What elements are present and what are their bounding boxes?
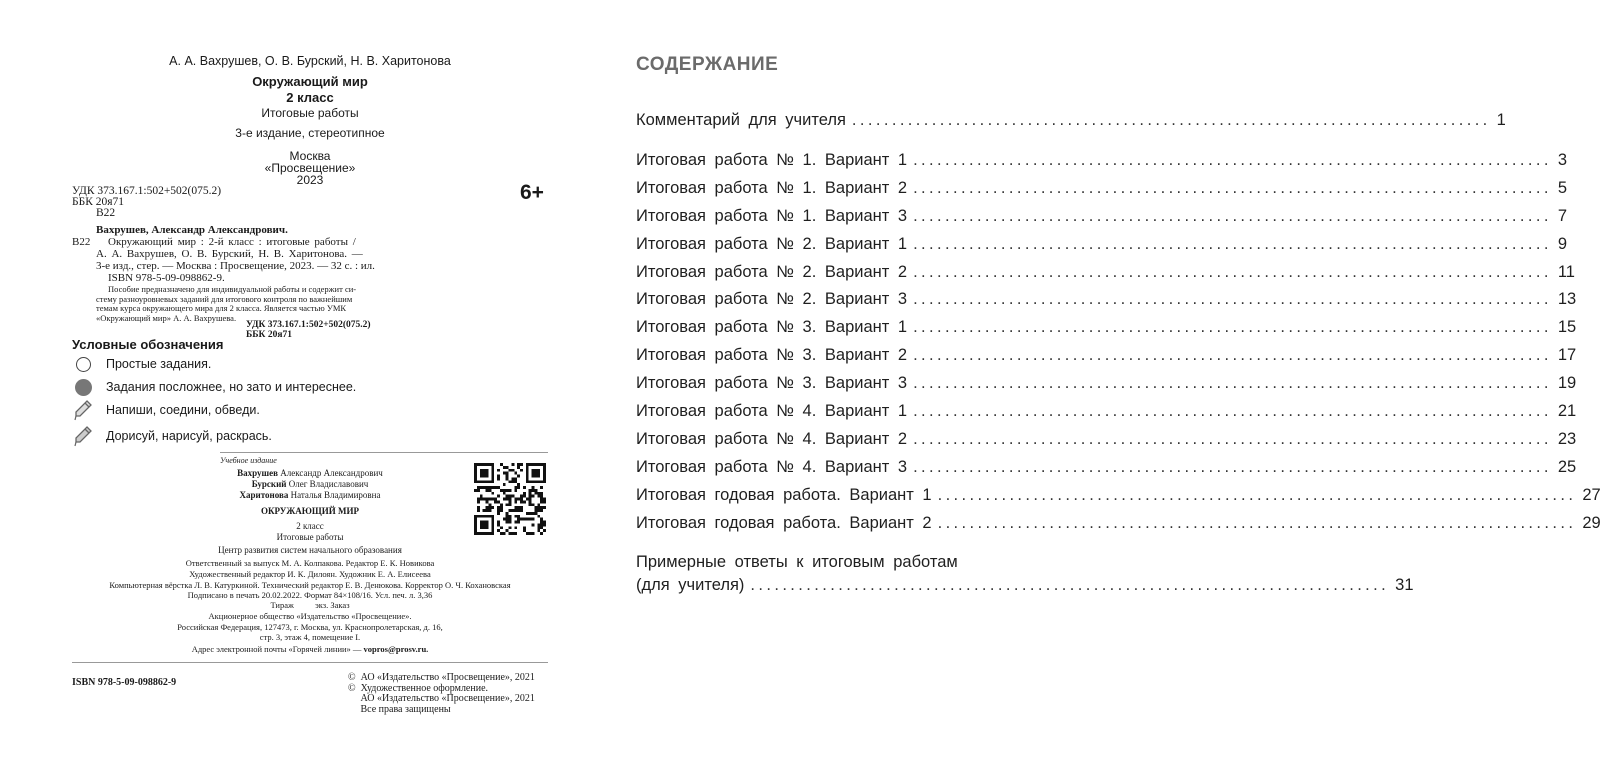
- toc-leader: ................................................................................: [913, 179, 1552, 197]
- person-name: Наталья Владимировна: [290, 490, 381, 500]
- imprint-person: [150, 479, 470, 490]
- org-line: Акционерное общество «Издательство «Просвещение».: [208, 611, 412, 621]
- toc-item-label: Итоговая работа № 2. Вариант 3: [636, 290, 908, 308]
- toc-item[interactable]: [636, 402, 1577, 421]
- city: Москва: [289, 149, 331, 163]
- catalog-bbk: ББК 20я71: [246, 330, 292, 340]
- legend-item: [72, 376, 356, 398]
- toc-item-page: 5: [1557, 179, 1568, 197]
- toc-item[interactable]: [636, 235, 1568, 254]
- toc-item-page: 27: [1582, 486, 1601, 504]
- toc-item-label: Комментарий для учителя: [636, 111, 846, 129]
- toc-item-label: Итоговая работа № 4. Вариант 3: [636, 458, 908, 476]
- toc-leader: ................................................................................: [913, 458, 1552, 476]
- age-rating: 6+: [520, 181, 544, 204]
- toc-leader: ................................................................................: [851, 111, 1491, 129]
- toc-item-page: 19: [1557, 374, 1577, 392]
- toc-leader: ................................................................................: [913, 290, 1552, 308]
- legend-item: [72, 425, 272, 447]
- toc-item-label: Итоговая работа № 1. Вариант 3: [636, 207, 908, 225]
- toc-item-label: Итоговая работа № 4. Вариант 1: [636, 402, 908, 420]
- toc-item-label: Итоговая работа № 2. Вариант 1: [636, 235, 908, 253]
- toc-item[interactable]: [636, 346, 1577, 365]
- toc-item-label: Итоговая работа № 3. Вариант 3: [636, 374, 908, 392]
- toc-leader: ................................................................................: [937, 514, 1577, 532]
- catalog-udk: УДК 373.167.1:502+502(075.2): [246, 320, 371, 330]
- pencil-icon: [72, 425, 94, 447]
- staff-line: Художественный редактор И. К. Дилоян. Художник Е. А. Елисеева: [189, 568, 431, 579]
- email-link[interactable]: vopros@prosv.ru.: [363, 644, 429, 654]
- book-code: В22: [96, 207, 116, 219]
- toc-item-page: 1: [1496, 111, 1506, 129]
- toc-item-label: Итоговая работа № 1. Вариант 2: [636, 179, 908, 197]
- publisher: «Просвещение»: [264, 161, 356, 175]
- book-title: Окружающий мир: [252, 74, 368, 89]
- toc-leader: ................................................................................: [913, 263, 1552, 281]
- annotation-line: темам курса окружающего мира для 2 класса. Является частью УМК: [96, 303, 347, 313]
- toc-leader: ................................................................................: [913, 374, 1552, 392]
- person-surname: Бурский: [251, 479, 287, 489]
- isbn-bottom: ISBN 978-5-09-098862-9: [72, 677, 177, 688]
- toc-leader: ................................................................................: [913, 235, 1552, 253]
- staff-line: Компьютерная вёрстка Л. В. Катуркиной. Технический редактор Е. В. Денюкова. Корректор О. Ч. Кохановская: [109, 579, 511, 590]
- udk: УДК 373.167.1:502+502(075.2): [72, 185, 222, 197]
- org-line: Российская Федерация, 127473, г. Москва, ул. Краснопролетарская, д. 16,: [177, 621, 443, 632]
- imprint-label: Учебное издание: [220, 456, 277, 465]
- copyright-line: АО «Издательство «Просвещение», 2021: [348, 693, 535, 704]
- toc-item-label: Итоговая годовая работа. Вариант 1: [636, 486, 932, 504]
- pencil-icon: [72, 399, 94, 421]
- imprint-staff: [100, 558, 520, 590]
- toc-leader: ................................................................................: [913, 207, 1552, 225]
- left-page: [0, 0, 600, 771]
- toc-item[interactable]: [636, 111, 1506, 130]
- imprint-center: Центр развития систем начального образования: [218, 545, 402, 555]
- toc-item-page: 29: [1582, 514, 1601, 532]
- annotation-line: «Окружающий мир» А. А. Вахрушева.: [96, 312, 237, 323]
- toc-leader: ................................................................................: [913, 430, 1552, 448]
- imprint-email: [130, 644, 490, 655]
- imprint-print-info: Подписано в печать 20.02.2022. Формат 84×108/16. Усл. печ. л. 3,36: [187, 590, 433, 600]
- annotation-line: Пособие предназначено для индивидуальной работы и содержит си-: [108, 284, 357, 294]
- imprint-subtitle: Итоговые работы: [276, 532, 344, 542]
- toc-item-page: 3: [1557, 151, 1568, 169]
- person-name: Олег Владиславович: [288, 479, 369, 489]
- toc-leader: ................................................................................: [750, 576, 1390, 594]
- authors: А. А. Вахрушев, О. В. Бурский, Н. В. Харитонова: [169, 54, 451, 68]
- catalog-code: В22: [72, 236, 91, 248]
- toc-item[interactable]: [636, 430, 1577, 449]
- email-label: Адрес электронной почты «Горячей линии» —: [191, 644, 362, 654]
- legend-text: Напиши, соедини, обведи.: [106, 403, 260, 417]
- legend-text: Простые задания.: [106, 357, 212, 371]
- toc-item-label: Итоговая работа № 4. Вариант 2: [636, 430, 908, 448]
- toc-leader: ................................................................................: [913, 346, 1552, 364]
- toc-item-page: 7: [1557, 207, 1568, 225]
- toc-item-page: 9: [1557, 235, 1568, 253]
- person-name: Александр Александрович: [280, 468, 383, 478]
- catalog-line2: А. А. Вахрушев, О. В. Бурский, Н. В. Харитонова. —: [96, 248, 363, 260]
- imprint-grade: 2 класс: [296, 521, 324, 531]
- legend-item: [72, 399, 260, 421]
- circle-filled-icon: [72, 376, 94, 398]
- toc-item-answers[interactable]: [636, 576, 1414, 595]
- toc-title: СОДЕРЖАНИЕ: [636, 54, 779, 75]
- bbk: ББК 20я71: [72, 196, 125, 208]
- toc-leader: ................................................................................: [913, 151, 1552, 169]
- divider: [220, 452, 548, 453]
- legend-title: Условные обозначения: [72, 337, 224, 352]
- toc-item-page: 31: [1395, 576, 1414, 594]
- imprint-tirazh: Тираж экз. Заказ: [270, 600, 350, 610]
- toc-item[interactable]: [636, 290, 1577, 309]
- toc-item-label: Итоговая работа № 3. Вариант 2: [636, 346, 908, 364]
- qr-code-icon[interactable]: [474, 463, 546, 535]
- catalog-annotation: [96, 285, 356, 323]
- toc-item[interactable]: [636, 318, 1577, 337]
- toc-item[interactable]: [636, 151, 1568, 170]
- divider: [72, 662, 548, 663]
- toc-item-page: 25: [1557, 458, 1577, 476]
- legend-item: [72, 353, 211, 375]
- imprint-person: [150, 468, 470, 479]
- toc-leader: ................................................................................: [913, 318, 1552, 336]
- toc-item-page: 23: [1557, 430, 1577, 448]
- toc-item-label: Итоговая годовая работа. Вариант 2: [636, 514, 932, 532]
- toc-item-label: (для учителя): [636, 576, 745, 594]
- copyright: [348, 673, 535, 715]
- annotation-line: стему разноуровневых заданий для итогового контроля по важнейшим: [96, 293, 353, 304]
- person-surname: Вахрушев: [237, 468, 278, 478]
- legend-text: Дорисуй, нарисуй, раскрась.: [106, 429, 272, 443]
- toc-item-page: 11: [1557, 263, 1575, 281]
- toc-item-page: 17: [1557, 346, 1577, 364]
- catalog-isbn: ISBN 978-5-09-098862-9.: [108, 272, 225, 284]
- imprint-person: [150, 490, 470, 501]
- copyright-line: © АО «Издательство «Просвещение», 2021: [348, 672, 535, 683]
- toc-leader: ................................................................................: [937, 486, 1577, 504]
- person-surname: Харитонова: [239, 490, 289, 500]
- imprint-org: [130, 611, 490, 643]
- circle-outline-icon: [72, 353, 94, 375]
- toc-item[interactable]: [636, 179, 1568, 198]
- grade: 2 класс: [286, 90, 334, 105]
- toc-item[interactable]: [636, 486, 1601, 505]
- org-line: стр. 3, этаж 4, помещение I.: [259, 632, 361, 642]
- toc-item-label: Итоговая работа № 1. Вариант 1: [636, 151, 908, 169]
- toc-item-page: 15: [1557, 318, 1577, 336]
- staff-line: Ответственный за выпуск М. А. Колпакова. Редактор Е. К. Новикова: [185, 558, 435, 568]
- toc-item[interactable]: [636, 514, 1601, 533]
- toc-item[interactable]: [636, 263, 1575, 282]
- toc-answers-line1[interactable]: Примерные ответы к итоговым работам: [636, 553, 958, 571]
- toc-item-label: Итоговая работа № 3. Вариант 1: [636, 318, 908, 336]
- toc-leader: ................................................................................: [913, 402, 1552, 420]
- legend-text: Задания посложнее, но зато и интереснее.: [106, 380, 357, 394]
- imprint-title: ОКРУЖАЮЩИЙ МИР: [260, 506, 360, 516]
- edition: 3-е издание, стереотипное: [235, 126, 385, 140]
- toc-item[interactable]: [636, 207, 1568, 226]
- catalog-line3: 3-е изд., стер. — Москва : Просвещение, 2023. — 32 с. : ил.: [96, 260, 375, 272]
- toc-item-page: 13: [1557, 290, 1577, 308]
- toc-item[interactable]: [636, 374, 1577, 393]
- catalog-line1: Окружающий мир : 2-й класс : итоговые работы /: [108, 236, 356, 248]
- toc-item-page: 21: [1557, 402, 1577, 420]
- copyright-line: Все права защищены: [348, 703, 451, 715]
- catalog-author: Вахрушев, Александр Александрович.: [96, 224, 288, 236]
- toc-item[interactable]: [636, 458, 1577, 477]
- toc-item-label: Итоговая работа № 2. Вариант 2: [636, 263, 908, 281]
- year: 2023: [296, 173, 324, 187]
- subtitle: Итоговые работы: [261, 106, 359, 120]
- copyright-line: © Художественное оформление.: [348, 682, 489, 694]
